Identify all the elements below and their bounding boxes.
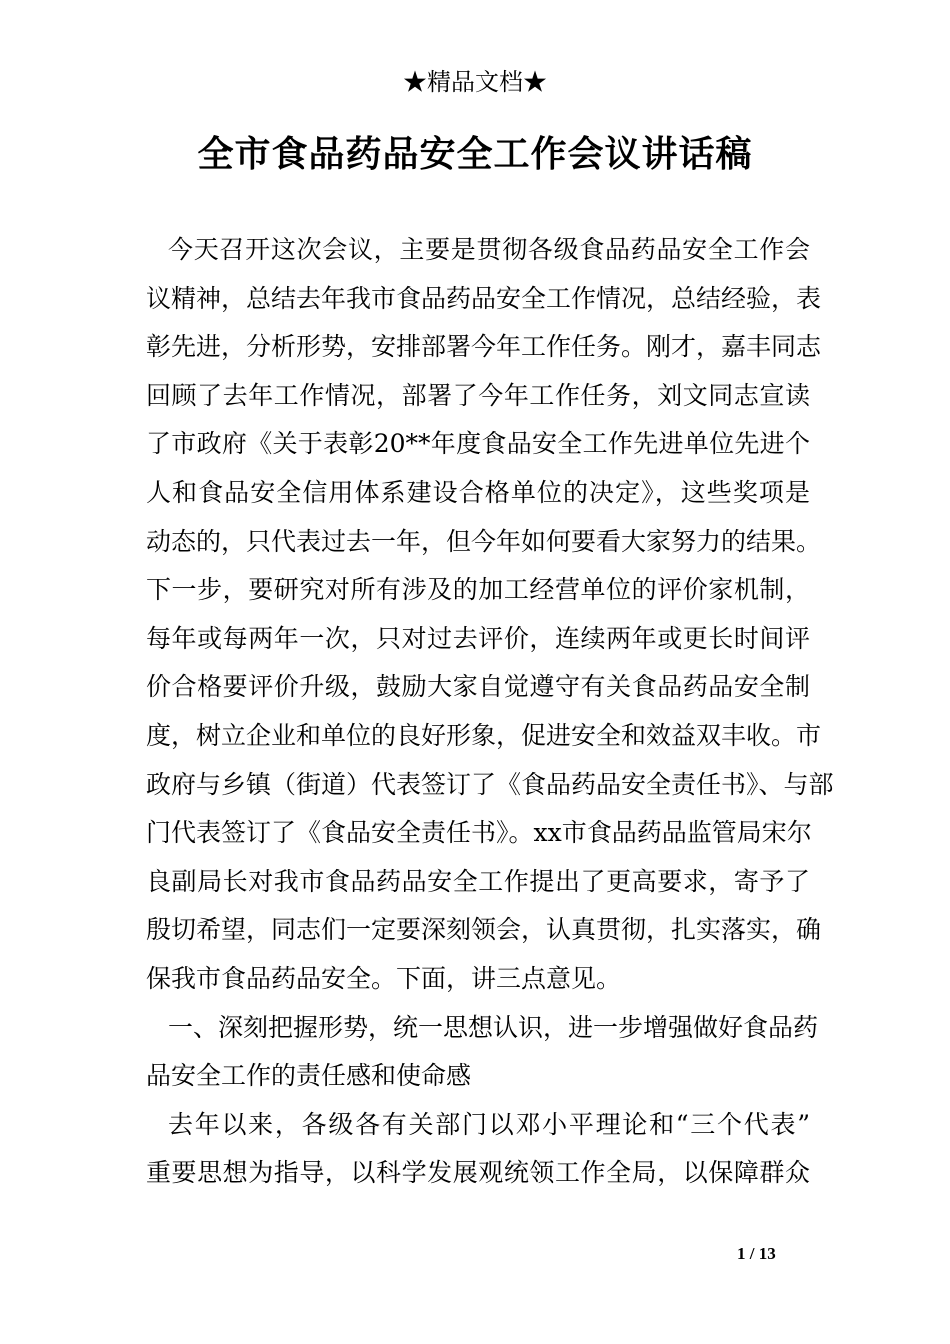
section-heading-line: 品安全工作的责任感和使命感 bbox=[146, 1061, 472, 1091]
body-line: 去年以来，各级各有关部门以邓小平理论和“三个代表” bbox=[168, 1109, 810, 1139]
body-line: 度，树立企业和单位的良好形象，促进安全和效益双丰收。市 bbox=[146, 720, 822, 750]
body-line: 每年或每两年一次，只对过去评价，连续两年或更长时间评 bbox=[146, 623, 810, 653]
body-line: 了市政府《关于表彰20**年度食品安全工作先进单位先进个 bbox=[146, 429, 810, 459]
document-header: ★精品文档★ bbox=[403, 68, 547, 96]
body-line: 回顾了去年工作情况，部署了今年工作任务，刘文同志宣读 bbox=[146, 380, 810, 410]
document-title: 全市食品药品安全工作会议讲话稿 bbox=[197, 133, 753, 175]
body-line: 价合格要评价升级，鼓励大家自觉遵守有关食品药品安全制 bbox=[146, 672, 810, 702]
body-line: 保我市食品药品安全。下面，讲三点意见。 bbox=[146, 963, 622, 993]
body-line: 议精神，总结去年我市食品药品安全工作情况，总结经验，表 bbox=[146, 283, 822, 313]
body-line: 殷切希望，同志们一定要深刻领会，认真贯彻，扎实落实，确 bbox=[146, 915, 822, 945]
body-line: 门代表签订了《食品安全责任书》。xx市食品药品监管局宋尔 bbox=[146, 818, 812, 848]
body-line: 良副局长对我市食品药品安全工作提出了更高要求，寄予了 bbox=[146, 866, 810, 896]
body-line: 人和食品安全信用体系建设合格单位的决定》，这些奖项是 bbox=[146, 477, 810, 507]
page-number: 1 / 13 bbox=[737, 1244, 776, 1263]
document-body bbox=[146, 226, 834, 1198]
body-line: 重要思想为指导，以科学发展观统领工作全局，以保障群众 bbox=[146, 1158, 810, 1188]
section-heading-line: 一、深刻把握形势，统一思想认识，进一步增强做好食品药 bbox=[168, 1012, 819, 1042]
body-line: 彰先进，分析形势，安排部署今年工作任务。刚才，嘉丰同志 bbox=[146, 332, 822, 362]
body-line: 下一步，要研究对所有涉及的加工经营单位的评价家机制， bbox=[146, 575, 810, 605]
body-line: 今天召开这次会议，主要是贯彻各级食品药品安全工作会 bbox=[168, 235, 810, 264]
body-line: 政府与乡镇（街道）代表签订了《食品药品安全责任书》、与部 bbox=[146, 769, 834, 799]
body-line: 动态的，只代表过去一年，但今年如何要看大家努力的结果。 bbox=[146, 526, 822, 556]
